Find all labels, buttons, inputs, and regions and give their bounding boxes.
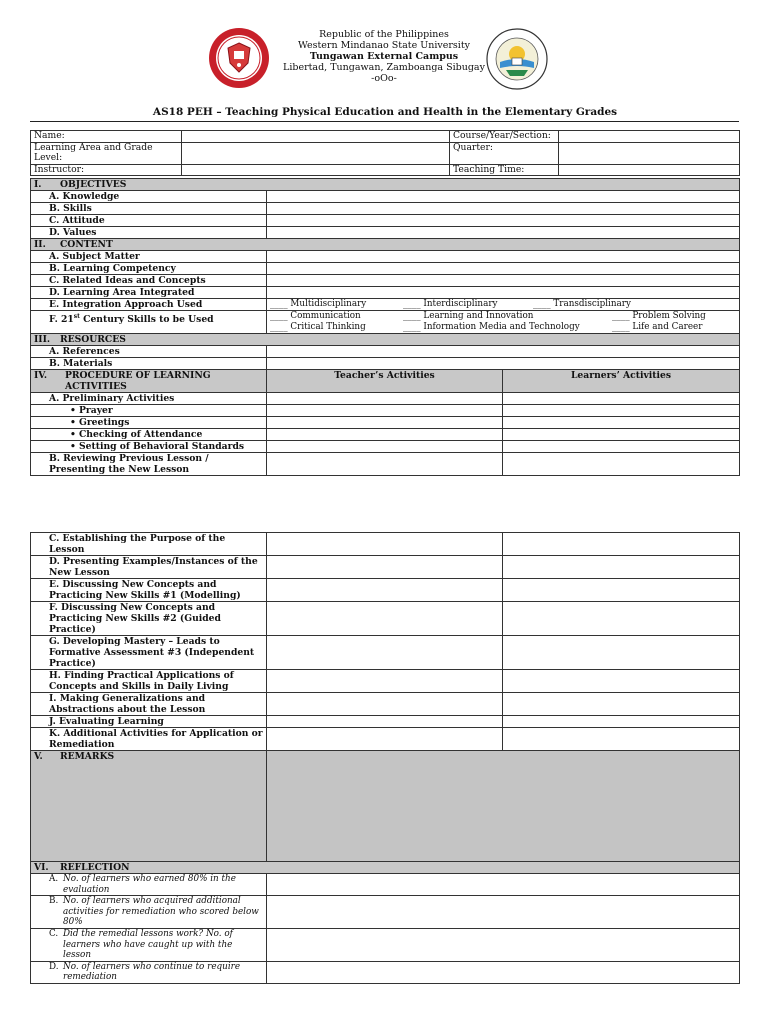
step-discussing-concepts-2: F. Discussing New Concepts and Practicing New Skills #2 (Guided Practice) [31, 602, 267, 636]
step-additional-activities: K. Additional Activities for Application or Remediation [31, 728, 267, 751]
objective-values-field[interactable] [267, 227, 740, 239]
objective-values: D. Values [31, 227, 267, 239]
quarter-label: Quarter: [450, 142, 559, 164]
reflection-item-b: B. No. of learners who acquired additional activities for remediation who scored below 80% [31, 896, 267, 929]
learning-area-label: Learning Area and Grade Level: [31, 142, 182, 164]
title-underline [30, 121, 739, 122]
objective-knowledge: A. Knowledge [31, 191, 267, 203]
reflection-item-d: D. No. of learners who continue to require remediation [31, 961, 267, 983]
teacher-field[interactable] [267, 405, 503, 417]
references-field[interactable] [267, 346, 740, 358]
lesson-plan-table-page1 [30, 178, 740, 476]
course-title: AS18 PEH – Teaching Physical Education and Health in the Elementary Grades [152, 106, 618, 118]
bullet-prayer: • Prayer [31, 405, 267, 417]
remarks-field[interactable] [267, 751, 740, 862]
teacher-field[interactable] [267, 556, 503, 579]
learner-field[interactable] [503, 417, 740, 429]
objective-skills: B. Skills [31, 203, 267, 215]
option-information-media[interactable]: ____ Information Media and Technology [403, 322, 580, 333]
info-table [30, 130, 740, 176]
teacher-field[interactable] [267, 533, 503, 556]
option-life-career[interactable]: ____ Life and Career [612, 322, 702, 333]
course-year-section-label: Course/Year/Section: [450, 131, 559, 143]
teacher-field[interactable] [267, 693, 503, 716]
resources-header: III. RESOURCES [31, 334, 740, 346]
reflection-b-field[interactable] [267, 896, 740, 929]
option-communication[interactable]: ____ Communication [270, 311, 361, 322]
learner-field[interactable] [503, 579, 740, 602]
name-label: Name: [31, 131, 182, 143]
objective-attitude: C. Attitude [31, 215, 267, 227]
teaching-time-label: Teaching Time: [450, 164, 559, 176]
learner-field[interactable] [503, 533, 740, 556]
teacher-field[interactable] [267, 453, 503, 476]
teacher-field[interactable] [267, 636, 503, 670]
reflection-item-c: C. Did the remedial lessons work? No. of learners who have caught up with the lesson [31, 929, 267, 962]
learning-area-field[interactable] [182, 142, 450, 164]
document-header [250, 29, 518, 84]
header-address: Libertad, Tungawan, Zamboanga Sibugay [283, 62, 485, 73]
step-practical-applications: H. Finding Practical Applications of Concepts and Skills in Daily Living [31, 670, 267, 693]
content-learning-area-integrated: D. Learning Area Integrated [31, 287, 267, 299]
objective-skills-field[interactable] [267, 203, 740, 215]
learner-field[interactable] [503, 602, 740, 636]
header-republic: Republic of the Philippines [319, 29, 449, 40]
teacher-field[interactable] [267, 441, 503, 453]
learner-field[interactable] [503, 453, 740, 476]
skills-options [267, 311, 740, 334]
preliminary-activities: A. Preliminary Activities [31, 393, 267, 405]
teacher-field[interactable] [267, 670, 503, 693]
teacher-field[interactable] [267, 393, 503, 405]
step-discussing-concepts-1: E. Discussing New Concepts and Practicing New Skills #1 (Modelling) [31, 579, 267, 602]
learner-field[interactable] [503, 728, 740, 751]
header-campus: Tungawan External Campus [309, 51, 459, 62]
objective-knowledge-field[interactable] [267, 191, 740, 203]
option-interdisciplinary[interactable]: ____ Interdisciplinary [403, 299, 498, 310]
subject-matter-field[interactable] [267, 251, 740, 263]
learner-field[interactable] [503, 429, 740, 441]
reflection-header: VI. REFLECTION [31, 862, 740, 874]
learning-area-integrated-field[interactable] [267, 287, 740, 299]
remarks-header: V. REMARKS [31, 751, 267, 862]
course-year-section-field[interactable] [559, 131, 740, 143]
content-integration-approach: E. Integration Approach Used [31, 299, 267, 311]
objective-attitude-field[interactable] [267, 215, 740, 227]
step-establishing-purpose: C. Establishing the Purpose of the Lesson [31, 533, 267, 556]
resources-references: A. References [31, 346, 267, 358]
teacher-field[interactable] [267, 417, 503, 429]
lesson-plan-table-page2 [30, 532, 740, 984]
objectives-header: I. OBJECTIVES [31, 179, 740, 191]
instructor-label: Instructor: [31, 164, 182, 176]
step-presenting-examples: D. Presenting Examples/Instances of the New Lesson [31, 556, 267, 579]
reflection-item-a: A. No. of learners who earned 80% in the evaluation [31, 874, 267, 896]
bullet-behavioral-standards: • Setting of Behavioral Standards [31, 441, 267, 453]
reflection-c-field[interactable] [267, 929, 740, 962]
quarter-field[interactable] [559, 142, 740, 164]
step-reviewing-previous-lesson: B. Reviewing Previous Lesson / Presenting the New Lesson [31, 453, 267, 476]
step-evaluating-learning: J. Evaluating Learning [31, 716, 267, 728]
content-subject-matter: A. Subject Matter [31, 251, 267, 263]
content-21st-century-skills: F. 21st Century Skills to be Used [31, 311, 267, 334]
bullet-checking-attendance: • Checking of Attendance [31, 429, 267, 441]
option-learning-innovation[interactable]: ____ Learning and Innovation [403, 311, 533, 322]
learner-field[interactable] [503, 716, 740, 728]
step-developing-mastery: G. Developing Mastery – Leads to Formative Assessment #3 (Independent Practice) [31, 636, 267, 670]
content-related-ideas: C. Related Ideas and Concepts [31, 275, 267, 287]
teacher-field[interactable] [267, 716, 503, 728]
learner-field[interactable] [503, 636, 740, 670]
reflection-d-field[interactable] [267, 961, 740, 983]
teacher-field[interactable] [267, 429, 503, 441]
resources-materials: B. Materials [31, 358, 267, 370]
option-critical-thinking[interactable]: ____ Critical Thinking [270, 322, 366, 333]
learner-field[interactable] [503, 693, 740, 716]
procedure-header: IV. PROCEDURE OF LEARNING ACTIVITIES [31, 370, 267, 393]
content-learning-competency: B. Learning Competency [31, 263, 267, 275]
materials-field[interactable] [267, 358, 740, 370]
learner-field[interactable] [503, 556, 740, 579]
option-multidisciplinary[interactable]: ____ Multidisciplinary [270, 299, 366, 310]
header-ornament: -oOo- [371, 73, 397, 84]
instructor-field[interactable] [182, 164, 450, 176]
content-header: II. CONTENT [31, 239, 740, 251]
integration-approach-options [267, 299, 740, 311]
learner-field[interactable] [503, 393, 740, 405]
header-university: Western Mindanao State University [298, 40, 470, 51]
teaching-time-field[interactable] [559, 164, 740, 176]
learner-field[interactable] [503, 441, 740, 453]
related-ideas-field[interactable] [267, 275, 740, 287]
teacher-field[interactable] [267, 728, 503, 751]
learning-competency-field[interactable] [267, 263, 740, 275]
teacher-field[interactable] [267, 579, 503, 602]
option-problem-solving[interactable]: ____ Problem Solving [612, 311, 706, 322]
learner-field[interactable] [503, 670, 740, 693]
bullet-greetings: • Greetings [31, 417, 267, 429]
option-transdisciplinary[interactable]: ____ Transdisciplinary [533, 299, 631, 310]
reflection-a-field[interactable] [267, 874, 740, 896]
teacher-field[interactable] [267, 602, 503, 636]
teacher-activities-header: Teacher’s Activities [267, 370, 503, 393]
step-generalizations: I. Making Generalizations and Abstractions about the Lesson [31, 693, 267, 716]
learner-activities-header: Learners’ Activities [503, 370, 740, 393]
name-field[interactable] [182, 131, 450, 143]
learner-field[interactable] [503, 405, 740, 417]
